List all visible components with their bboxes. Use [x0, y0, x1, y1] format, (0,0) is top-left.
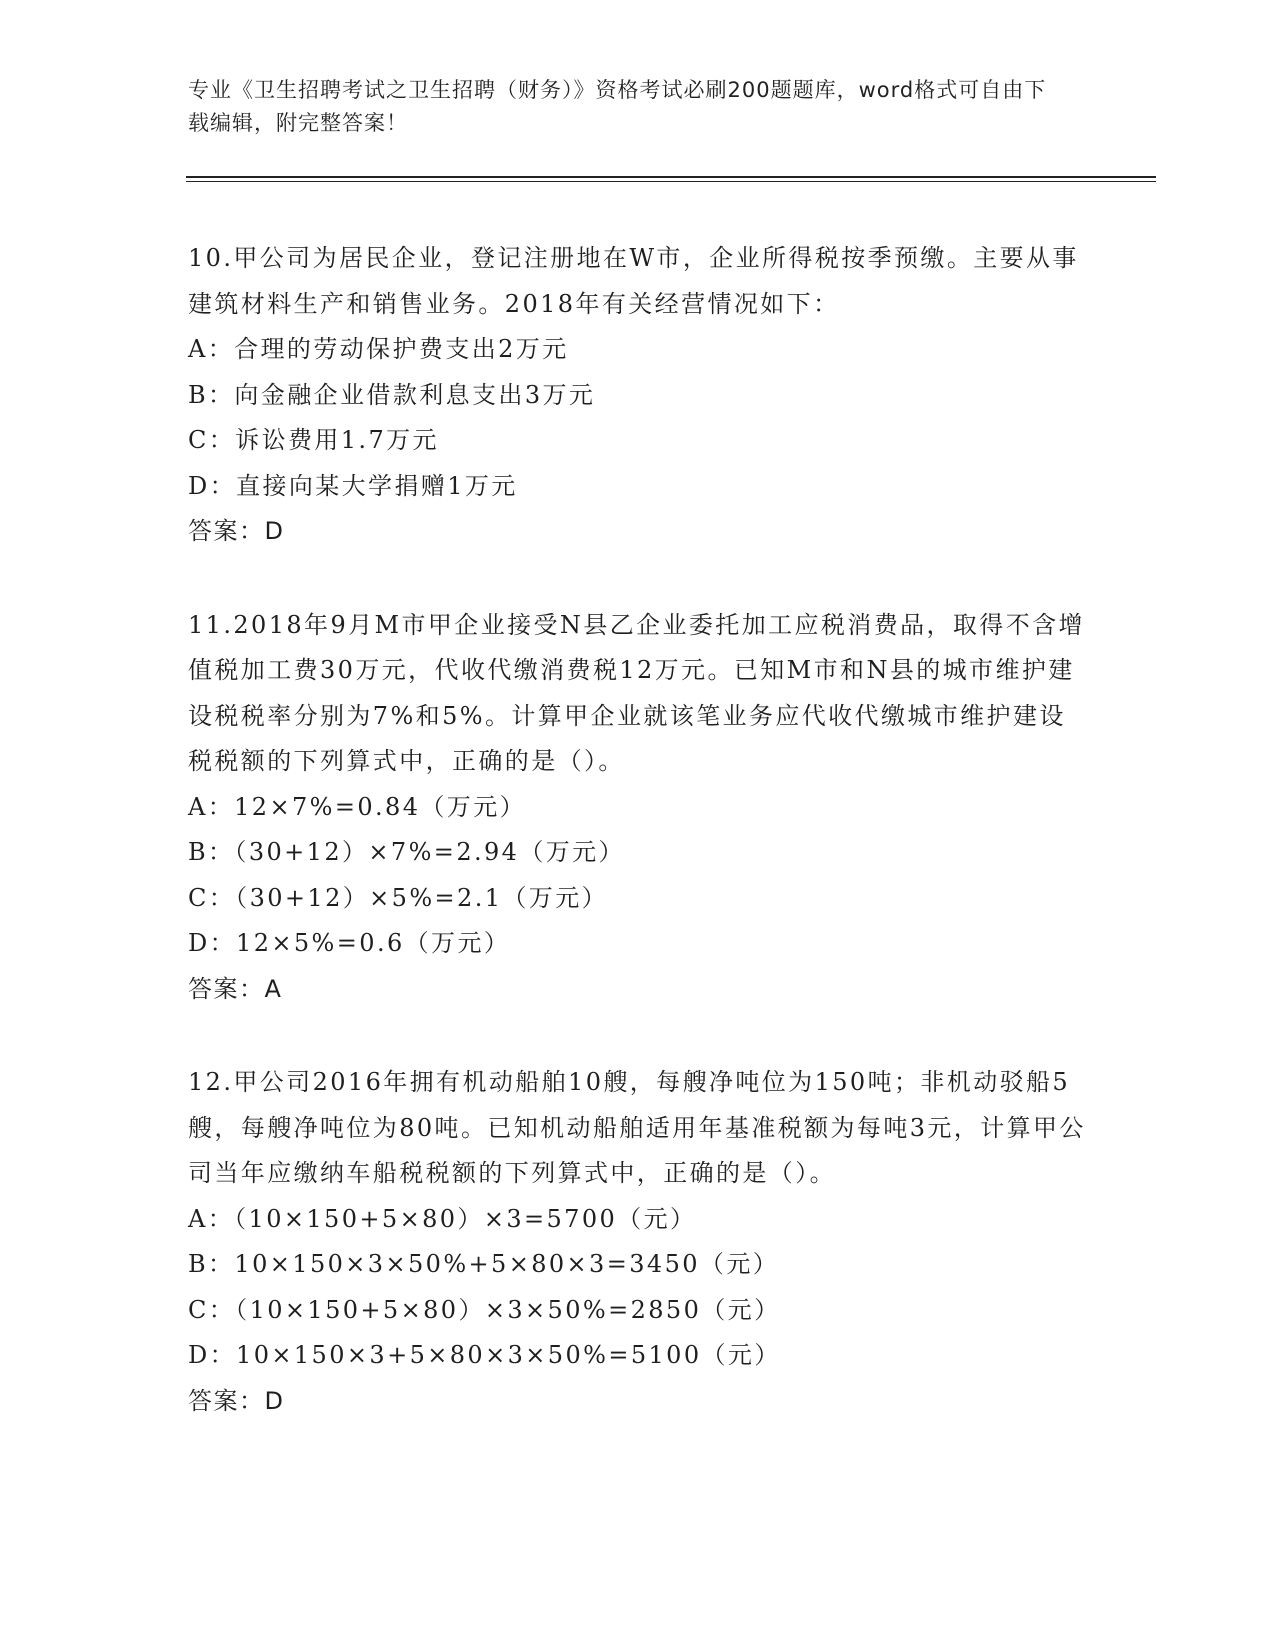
option-b: B：（30+12）×7%=2.94（万元） — [188, 838, 625, 866]
option-a: A：合理的劳动保护费支出2万元 — [188, 335, 569, 363]
answer-label: 答案：A — [188, 974, 283, 1003]
option-c: C：（10×150+5×80）×3×50%=2850（元） — [188, 1295, 781, 1324]
header-divider — [186, 176, 1156, 182]
option-d: D：直接向某大学捐赠1万元 — [188, 471, 518, 500]
option-a: A：12×7%=0.84（万元） — [188, 792, 527, 821]
answer-label: 答案：D — [188, 517, 285, 545]
answer-label: 答案：D — [188, 1386, 285, 1415]
option-b: B：10×150×3×50%+5×80×3=3450（元） — [188, 1250, 780, 1278]
option-d: D：10×150×3+5×80×3×50%=5100（元） — [188, 1341, 781, 1369]
document-header: 专业《卫生招聘考试之卫生招聘（财务）》资格考试必刷200题题库，word格式可自由下载编辑，附完整答案！ — [188, 78, 1047, 135]
question-stem: 11.2018年9月M市甲企业接受N县乙企业委托加工应税消费品，取得不含增值税加工费30万元，代收代缴消费税12万元。已知M市和N县的城市维护建设税税率分别为7%和5%。计算甲企业就该笔业务应代收代缴城市维护建设税税额的下列算式中，正确的是（）。 — [188, 610, 1085, 775]
question-11 — [188, 603, 1088, 1013]
question-list — [188, 236, 1088, 1472]
option-a: A：（10×150+5×80）×3=5700（元） — [188, 1204, 697, 1233]
question-12 — [188, 1060, 1088, 1424]
option-d: D：12×5%=0.6（万元） — [188, 929, 511, 957]
option-c: C：（30+12）×5%=2.1（万元） — [188, 883, 609, 912]
question-stem: 12.甲公司2016年拥有机动船舶10艘，每艘净吨位为150吨；非机动驳船5艘，每艘净吨位为80吨。已知机动船舶适用年基准税额为每吨3元，计算甲公司当年应缴纳车船税税额的下列算式中，正确的是（）。 — [188, 1068, 1086, 1187]
question-10 — [188, 236, 1088, 555]
option-c: C：诉讼费用1.7万元 — [188, 426, 439, 454]
option-b: B：向金融企业借款利息支出3万元 — [188, 380, 596, 409]
question-stem: 10.甲公司为居民企业，登记注册地在W市，企业所得税按季预缴。主要从事建筑材料生产和销售业务。2018年有关经营情况如下： — [188, 244, 1079, 318]
